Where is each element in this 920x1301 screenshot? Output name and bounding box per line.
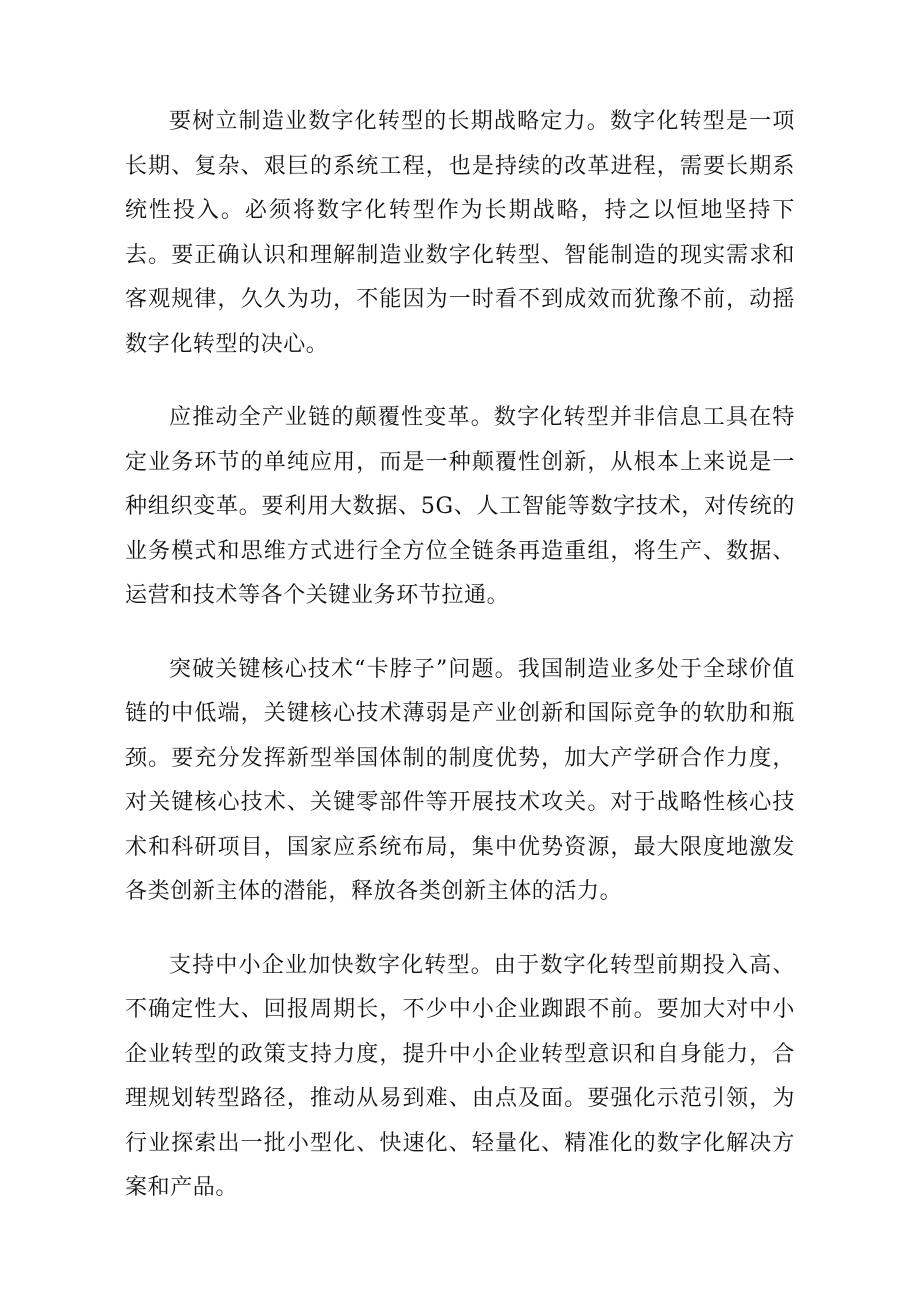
paragraph-industry-chain: 应推动全产业链的颠覆性变革。数字化转型并非信息工具在特定业务环节的单纯应用，而是一种颠覆性创新，从根本上来说是一种组织变革。要利用大数据、5G、人工智能等数字技术，对传统的业务模式和思维方式进行全方位全链条再造重组，将生产、数据、运营和技术等各个关键业务环节拉通。	[125, 405, 795, 608]
document-body	[125, 100, 795, 1240]
paragraph-sme-support: 支持中小企业加快数字化转型。由于数字化转型前期投入高、不确定性大、回报周期长，不少中小企业踟跟不前。要加大对中小企业转型的政策支持力度，提升中小企业转型意识和自身能力，合理规划转型路径，推动从易到难、由点及面。要强化示范引领，为行业探索出一批小型化、快速化、轻量化、精准化的数字化解决方案和产品。	[125, 952, 795, 1200]
paragraph-strategy: 要树立制造业数字化转型的长期战略定力。数字化转型是一项长期、复杂、艰巨的系统工程，也是持续的改革进程，需要长期系统性投入。必须将数字化转型作为长期战略，持之以恒地坚持下去。要正确认识和理解制造业数字化转型、智能制造的现实需求和客观规律，久久为功，不能因为一时看不到成效而犹豫不前，动摇数字化转型的决心。	[125, 109, 795, 357]
paragraph-core-technology: 突破关键核心技术“卡脖子”问题。我国制造业多处于全球价值链的中低端，关键核心技术薄弱是产业创新和国际竞争的软肋和瓶颈。要充分发挥新型举国体制的制度优势，加大产学研合作力度，对关键核心技术、关键零部件等开展技术攻关。对于战略性核心技术和科研项目，国家应系统布局，集中优势资源，最大限度地激发各类创新主体的潜能，释放各类创新主体的活力。	[125, 656, 795, 904]
